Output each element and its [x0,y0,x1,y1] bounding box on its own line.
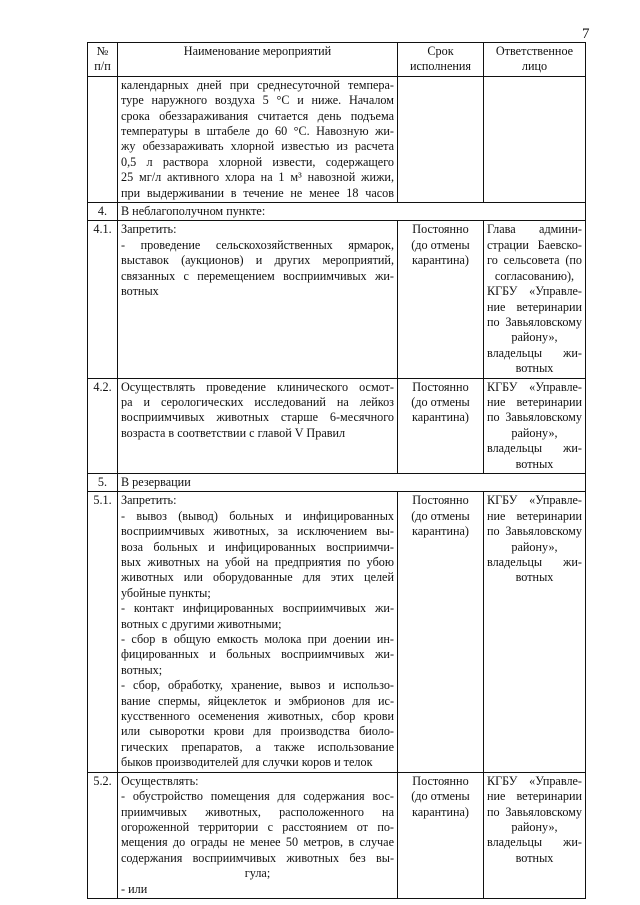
row-num: 5.2. [88,772,118,898]
section-row [88,203,586,221]
text-line: срока обеззараживания считается день подъема [121,108,394,123]
text-line: жу обеззараживать хлорной известью из расчета [121,139,394,154]
resp-line: КГБУ «Управле- [487,493,582,508]
table-row [88,772,586,898]
text-line: гула; [244,866,271,881]
term-line: (до отмены [411,508,470,523]
header-term [398,43,484,77]
row-num: 4.1. [88,221,118,378]
term-line: карантина) [411,410,469,425]
table-row [88,221,586,378]
row-num: 4.2. [88,378,118,473]
row-text [118,772,398,898]
header-name [118,43,398,77]
row-text [118,76,398,202]
table-row [88,76,586,202]
term-line: Постоянно [412,773,469,788]
resp-line: согласованию), [494,268,575,283]
resp-line: по Завьяловскому [487,524,582,539]
table-header [88,43,586,77]
text-line: 0,5 л раствора хлорной извести, содержащего [121,154,394,169]
term-line: Постоянно [412,493,469,508]
resp-line: Глава админи- [487,222,582,237]
resp-line: владельцы жи- [487,441,582,456]
text-line: - сбор, обработку, хранение, вывоз и использо- [121,678,394,693]
row-term [398,378,484,473]
text-line: животных или оборудованные для этих целей [121,570,394,585]
header-num [88,43,118,77]
section-title: В резервации [118,473,586,491]
text-line: гических препаратов, а также использование [121,739,394,754]
table-row [88,492,586,772]
resp-line: го сельсовета (по [487,253,582,268]
section-num: 4. [88,203,118,221]
row-resp [484,378,586,473]
row-num: 5.1. [88,492,118,772]
table-row [88,378,586,473]
text-line: Запретить: [121,222,177,237]
row-resp [484,221,586,378]
term-line: карантина) [411,524,469,539]
resp-line: району», [511,425,558,440]
text-line: Осуществлять: [121,773,199,788]
text-line: Запретить: [121,493,177,508]
term-line: (до отмены [411,394,470,409]
text-line: связанных с перемещением восприимчивых жи- [121,268,394,283]
text-line: содержания восприимчивых животных без вы- [121,850,394,865]
term-line: (до отмены [411,789,470,804]
resp-line: по Завьяловскому [487,804,582,819]
header-name-text: Наименование мероприятий [183,44,332,58]
text-line: ра и серологических исследований на лейкоз [121,394,394,409]
resp-line: ние ветеринарии [487,394,582,409]
header-term-line: исполнения [409,59,472,74]
text-line: восприимчивых животных, за исключением вы- [121,524,394,539]
resp-line: страции Баевско- [487,237,582,252]
resp-line: вотных [515,570,554,585]
resp-line: по Завьяловскому [487,314,582,329]
section-title: В неблагополучном пункте: [118,203,586,221]
header-resp-line: Ответственное [495,44,574,58]
resp-line: КГБУ «Управле- [487,284,582,299]
row-resp [484,772,586,898]
text-line: убойные пункты; [121,585,211,600]
text-line: вотных; [121,662,163,677]
resp-line: ние ветеринарии [487,299,582,314]
text-line: туре наружного воздуха 5 °С и ниже. Началом [121,93,394,108]
header-num-line: № [96,44,109,58]
resp-line: району», [511,819,558,834]
text-line: кусственного осеменения животных, сбор крови [121,709,394,724]
text-line: - проведение сельскохозяйственных ярмарок, [121,237,394,252]
row-text [118,492,398,772]
text-line: - сбор в общую емкость молока при доении ин- [121,632,394,647]
text-line: огороженной территории с расстоянием от по- [121,819,394,834]
page-number: 7 [582,26,590,42]
resp-line: району», [511,330,558,345]
text-line: приимчивых животных, расположенного на [121,804,394,819]
text-line: вание спермы, яйцеклеток и эмбрионов для ис- [121,693,394,708]
resp-line: владельцы жи- [487,345,582,360]
resp-line: району», [511,539,558,554]
text-line: воза больных и инфицированных восприимчи- [121,539,394,554]
term-line: Постоянно [412,379,469,394]
resp-line: вотных [515,850,554,865]
text-line: - или [121,881,148,896]
text-line: 25 мг/л активного хлора на 1 м³ навозной жижи, [121,170,394,185]
resp-line: ние ветеринарии [487,789,582,804]
text-line: календарных дней при среднесуточной темпера- [121,77,394,92]
row-resp [484,492,586,772]
resp-line: ние ветеринарии [487,508,582,523]
text-line: вотных [121,284,159,299]
term-line: Постоянно [412,222,469,237]
resp-line: КГБУ «Управле- [487,773,582,788]
text-line: - вывоз (вывод) больных и инфицированных [121,508,394,523]
header-resp-line: лицо [521,59,548,74]
row-term [398,76,484,202]
text-line: Осуществлять проведение клинического осмот- [121,379,394,394]
resp-line: по Завьяловскому [487,410,582,425]
resp-line: владельцы жи- [487,555,582,569]
row-num [88,76,118,202]
section-row [88,473,586,491]
resp-line: вотных [515,361,554,376]
header-term-line: Срок [427,44,454,58]
row-resp [484,76,586,202]
text-line: фицированных и больных восприимчивых жи- [121,647,394,662]
text-line: температуры в штабеле до 60 °С. Навозную жи- [121,124,394,139]
text-line: мещения до ограды не менее 50 метров, в случае [121,835,394,850]
term-line: (до отмены [411,237,470,252]
text-line: возраста в соответствии с главой V Правил [121,425,346,440]
text-line: восприимчивых животных старше 6-месячного [121,410,394,425]
text-line: - контакт инфицированных восприимчивых жи- [121,601,394,616]
row-term [398,221,484,378]
text-line: вых животных на убой на предприятия по убою [121,555,394,569]
row-text [118,221,398,378]
measures-table [87,42,586,899]
text-line: выставок (аукционов) и других мероприятий, [121,253,394,268]
text-line: при выдерживании в течение не менее 18 часов [121,185,394,200]
header-resp [484,43,586,77]
text-line: вотных с другими животными; [121,616,282,631]
row-text [118,378,398,473]
text-line: или сыворотки крови для производства биоло- [121,724,394,739]
resp-line: КГБУ «Управле- [487,379,582,394]
row-term [398,772,484,898]
row-term [398,492,484,772]
resp-line: вотных [515,456,554,471]
text-line: быков производителей для случки коров и телок [121,755,373,770]
header-num-line: п/п [94,59,111,74]
term-line: карантина) [411,804,469,819]
text-line: - обустройство помещения для содержания вос- [121,789,394,804]
section-num: 5. [88,473,118,491]
term-line: карантина) [411,253,469,268]
resp-line: владельцы жи- [487,835,582,850]
